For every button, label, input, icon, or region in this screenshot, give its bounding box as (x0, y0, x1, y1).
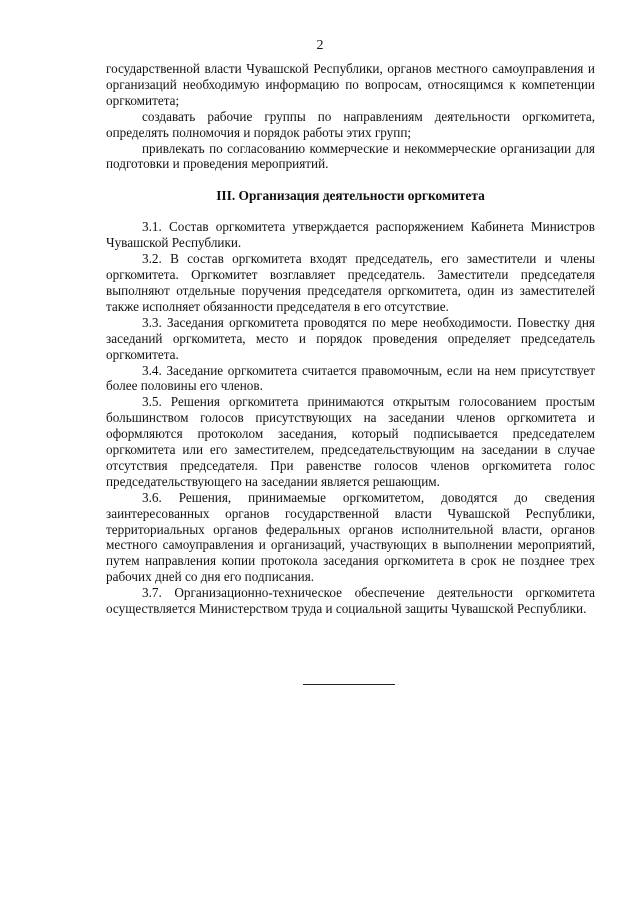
page-number: 2 (316, 38, 324, 53)
section-paragraph-3-1: 3.1. Состав оргкомитета утверждается распоряжением Кабинета Министров Чувашской Республики. (106, 219, 595, 251)
section-paragraph-3-3: 3.3. Заседания оргкомитета проводятся по мере необходимости. Повестку дня заседаний оргкомитета, место и порядок проведения определяет председатель оргкомитета. (106, 314, 595, 362)
section-paragraph-3-6: 3.6. Решения, принимаемые оргкомитетом, доводятся до сведения заинтересованных органов государственной власти Чувашской Республики, территориальных органов федеральных органов исполнительной власти, органов местного самоуправления и организаций, участвующих в выполнении мероприятий, путем направления копии протокола заседания оргкомитета в срок не позднее трех рабочих дней со дня его подписания. (106, 489, 595, 585)
section-paragraph-3-4: 3.4. Заседание оргкомитета считается правомочным, если на нем присутствует более половины его членов. (106, 362, 595, 394)
section-paragraph-3-5: 3.5. Решения оргкомитета принимаются открытым голосованием простым большинством голосов присутствующих на заседании членов оргкомитета и оформляются протоколом заседания, который подписывается председателем оргкомитета или его заместителем, председательствующим на заседании в случае отсутствия председателя. При равенстве голосов членов оргкомитета голос председательствующего на заседании является решающим. (106, 394, 595, 489)
section-heading: III. Организация деятельности оргкомитета (216, 188, 485, 204)
section-paragraph-3-2: 3.2. В состав оргкомитета входят председатель, его заместители и члены оргкомитета. Оргкомитет возглавляет председатель. Заместители председателя выполняют отдельные поручения председателя оргкомитета, один из заместителей также исполняет обязанности председателя в его отсутствие. (106, 251, 595, 314)
intro-paragraph-continued: государственной власти Чувашской Республики, органов местного самоуправления и организаций необходимую информацию по вопросам, относящимся к компетенции оргкомитета; (106, 61, 595, 108)
intro-paragraph-organizations: привлекать по согласованию коммерческие и некоммерческие организации для подготовки и проведения мероприятий. (106, 140, 595, 172)
intro-paragraph-working-groups: создавать рабочие группы по направлениям деятельности оргкомитета, определять полномочия и порядок работы этих групп; (106, 108, 595, 140)
end-divider-line (303, 684, 395, 685)
section-paragraph-3-7: 3.7. Организационно-техническое обеспечение деятельности оргкомитета осуществляется Министерством труда и социальной защиты Чувашской Республики. (106, 585, 595, 617)
document-body (106, 61, 595, 617)
